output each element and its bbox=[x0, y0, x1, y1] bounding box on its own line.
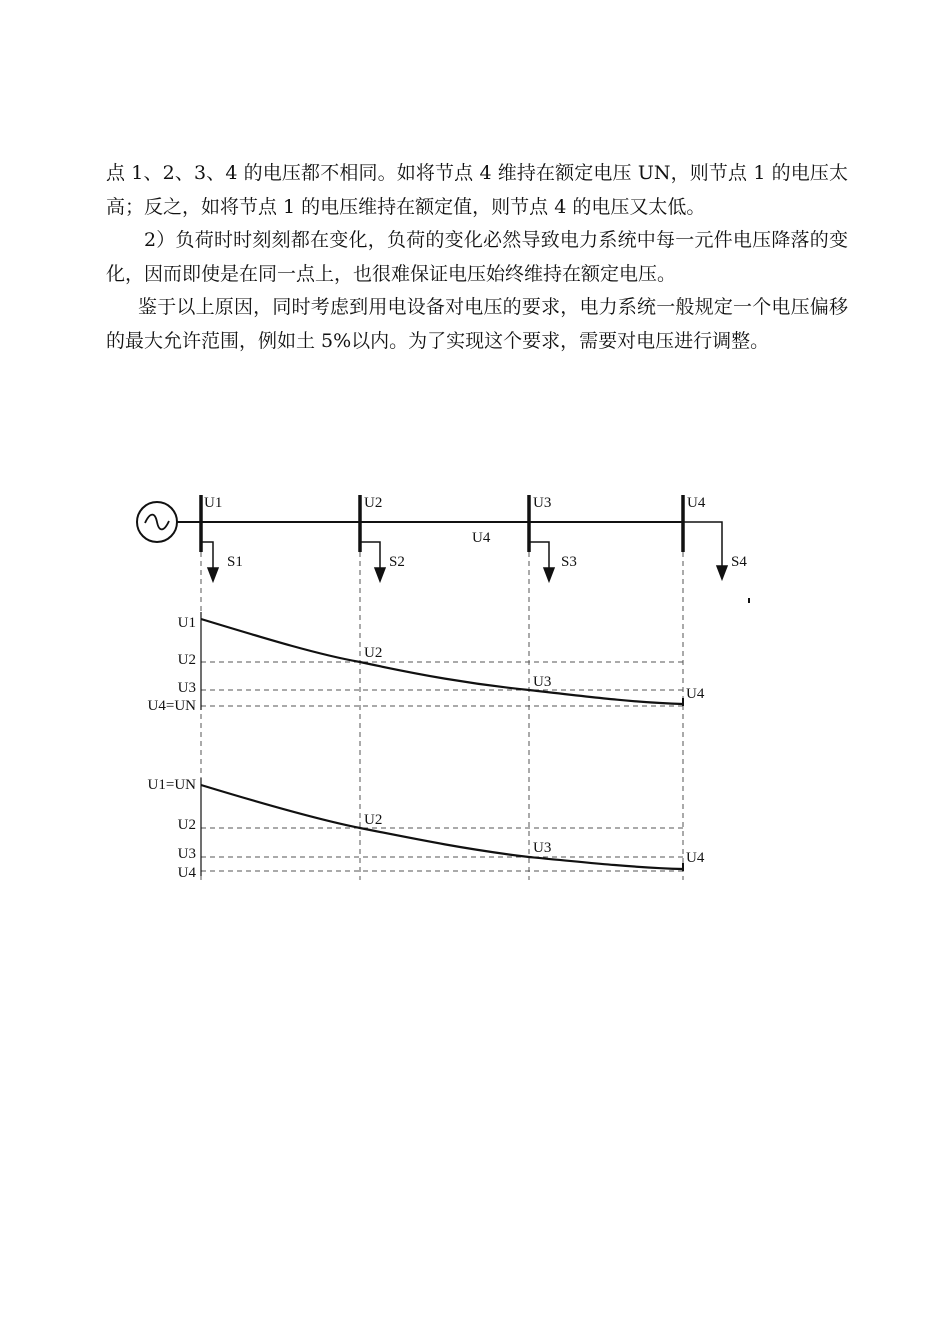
load-label-4: S4 bbox=[731, 554, 747, 570]
lower-axis-label-2: U2 bbox=[177, 817, 196, 833]
upper-point-label-2: U2 bbox=[364, 645, 383, 661]
upper-point-label-4: U4 bbox=[686, 686, 705, 702]
lower-point-label-4: U4 bbox=[686, 850, 705, 866]
upper-axis-label-2: U2 bbox=[177, 652, 196, 668]
paragraph-2: 2）负荷时时刻刻都在变化，负荷的变化必然导致电力系统中每一元件电压降落的变化，因而即使是在同一点上，也很难保证电压始终维持在额定电压。 bbox=[106, 229, 848, 285]
paragraph-3: 鉴于以上原因，同时考虑到用电设备对电压的要求，电力系统一般规定一个电压偏移的最大允许范围，例如土 5%以内。为了实现这个要求，需要对电压进行调整。 bbox=[106, 296, 848, 352]
generator-icon bbox=[137, 502, 177, 542]
projection-lines bbox=[201, 552, 683, 880]
lower-profile-curve bbox=[201, 785, 683, 869]
bus-label-2: U2 bbox=[364, 495, 383, 511]
bus-label-3: U3 bbox=[533, 495, 552, 511]
load-arrow-3 bbox=[529, 542, 554, 581]
lower-point-label-3: U3 bbox=[533, 840, 552, 856]
stray-mark bbox=[748, 598, 750, 603]
bus-label-1: U1 bbox=[204, 495, 223, 511]
load-arrow-1 bbox=[201, 542, 218, 581]
load-label-2: S2 bbox=[389, 554, 405, 570]
upper-point-label-3: U3 bbox=[533, 674, 552, 690]
line-label: U4 bbox=[472, 530, 491, 546]
load-label-3: S3 bbox=[561, 554, 577, 570]
upper-axis-label-3: U3 bbox=[177, 680, 196, 696]
load-arrow-2 bbox=[360, 542, 385, 581]
upper-axis-label-4: U4=UN bbox=[147, 698, 196, 714]
lower-point-label-2: U2 bbox=[364, 812, 383, 828]
paragraph-1: 点 1、2、3、4 的电压都不相同。如将节点 4 维持在额定电压 UN，则节点 1 的电压太高；反之，如将节点 1 的电压维持在额定值，则节点 4 的电压又太低。 bbox=[106, 162, 848, 218]
bus-label-4: U4 bbox=[687, 495, 706, 511]
load-arrow-4 bbox=[683, 522, 727, 579]
load-label-1: S1 bbox=[227, 554, 243, 570]
upper-axis-label-1: U1 bbox=[177, 615, 196, 631]
lower-axis-label-3: U3 bbox=[177, 846, 196, 862]
lower-axis-label-4: U4 bbox=[177, 865, 196, 881]
lower-axis-label-1: U1=UN bbox=[147, 777, 196, 793]
